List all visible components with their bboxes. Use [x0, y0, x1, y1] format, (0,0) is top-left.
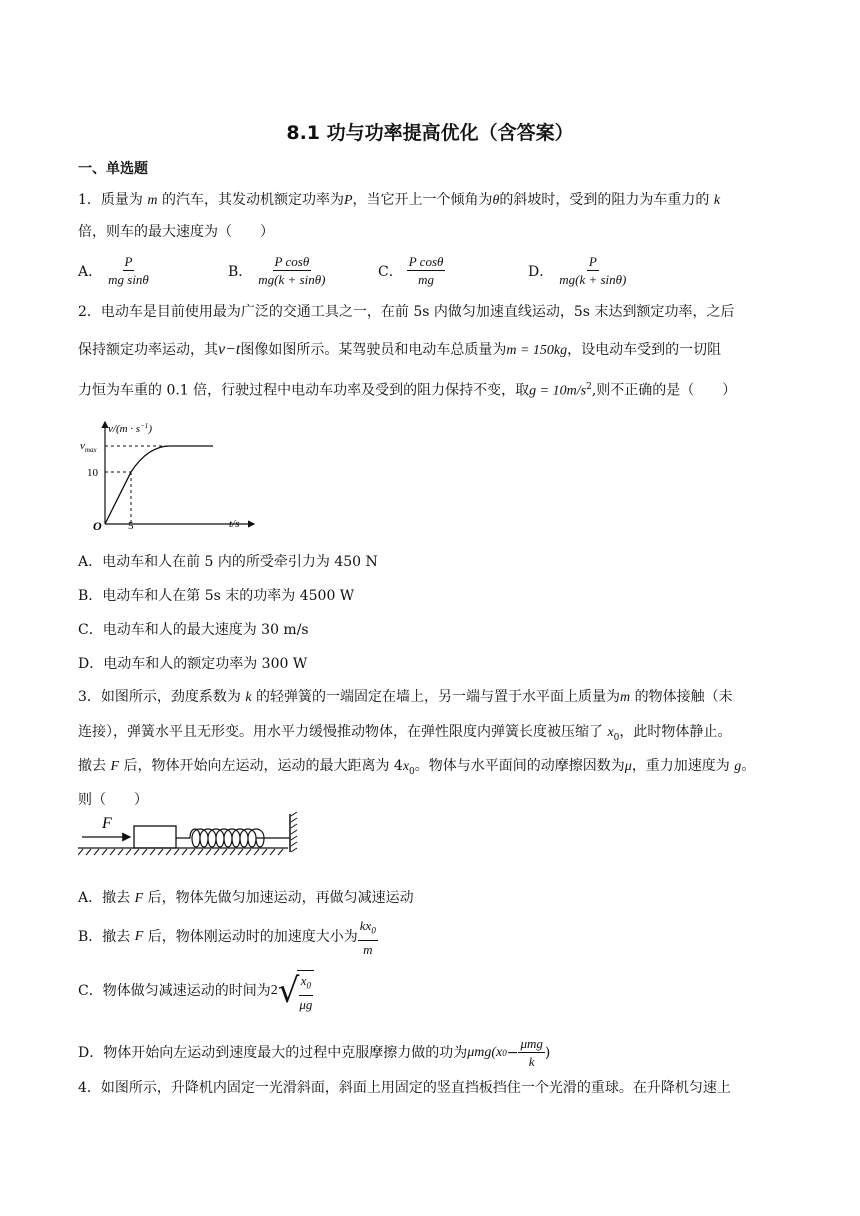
fraction — [518, 1036, 544, 1069]
q3-sub: 0 — [409, 766, 415, 777]
q4-line-1: 4．如图所示，升降机内固定一光滑斜面，斜面上用固定的竖直挡板挡住一个光滑的重球。在升降机匀速上 — [78, 1080, 731, 1096]
q3-sub: 0 — [502, 1047, 507, 1058]
q3-var-f: F — [134, 929, 144, 945]
numerator: $x_0$ — [299, 973, 313, 996]
option-label: B． — [228, 263, 253, 280]
q3-text: 连接），弹簧水平且无形变。用水平力缓慢推动物体，在弹性限度内弹簧长度被压缩了 — [78, 724, 603, 740]
q1-option-b[interactable] — [228, 254, 327, 287]
q2-text: ,则不正确的是（ ） — [591, 382, 737, 399]
q1-option-a[interactable] — [78, 254, 151, 287]
q3-var-g: g — [734, 759, 742, 774]
block — [134, 826, 176, 848]
denominator: μg — [299, 996, 313, 1012]
spring-figure — [78, 812, 300, 856]
expr: − — [506, 1044, 519, 1061]
q3-text: 。 — [741, 758, 756, 774]
expr: μmg(x — [467, 1044, 503, 1060]
q3-text: A．撤去 — [78, 890, 131, 906]
graph-vmax: $v_{max}$ — [80, 440, 97, 454]
graph-origin: O — [93, 519, 102, 533]
q2-mass: m = 150kg — [506, 343, 568, 358]
q3-text: B．撤去 — [78, 929, 131, 946]
q3-var-mu: μ — [624, 759, 632, 774]
q3-var-k: k — [245, 690, 252, 705]
q3-line-4: 则（ ） — [78, 792, 148, 808]
fraction — [256, 254, 327, 287]
q1-var-theta: θ — [492, 193, 500, 208]
q3-text: 3．如图所示，劲度系数为 — [78, 689, 241, 705]
q2-vt: v−t — [218, 341, 241, 358]
numerator: $kx_0$ — [358, 918, 378, 941]
force-label: F — [102, 815, 112, 832]
q2-option-c[interactable]: C．电动车和人的最大速度为 30 m/s — [78, 622, 309, 638]
q2-text: ，设电动车受到的一切阻 — [567, 342, 722, 358]
q3-text: 后，物体刚运动时的加速度大小为 — [147, 929, 358, 946]
q1-option-c[interactable] — [378, 254, 445, 287]
velocity-curve — [105, 446, 213, 524]
q3-text: D．物体开始向左运动到速度最大的过程中克服摩擦力做的功为 — [78, 1044, 468, 1061]
fraction — [407, 254, 446, 287]
q3-var-m: m — [620, 690, 631, 705]
graph-tick-10: 10 — [87, 467, 98, 479]
q3-option-d[interactable] — [78, 1036, 550, 1069]
q3-text: ，此时物体静止。 — [619, 724, 732, 740]
q2-text: 保持额定功率运动，其 — [78, 342, 218, 358]
q3-text: 的物体接触（未 — [634, 689, 733, 705]
q2-line-1: 2．电动车是目前使用最为广泛的交通工具之一，在前 5s 内做匀加速直线运动，5s 末达到额定功率，之后 — [78, 304, 735, 320]
numerator: μmg — [520, 1036, 543, 1051]
page-title: 8.1 功与功率提高优化（含答案） — [286, 122, 574, 144]
numerator: P — [588, 254, 597, 269]
q2-gravity: g = 10m/s — [529, 383, 587, 399]
denominator: mg sinθ — [108, 272, 149, 287]
q2-line-3 — [78, 378, 736, 401]
q1-text: 的汽车，其发动机额定功率为 — [161, 192, 344, 208]
q2-option-a[interactable]: A．电动车和人在前 5 内的所受牵引力为 450 N — [78, 554, 378, 570]
q3-text: ，重力加速度为 — [631, 758, 730, 774]
expr: ) — [544, 1044, 551, 1061]
q3-var-f: F — [134, 891, 144, 906]
graph-ylabel: $v/(m \cdot s^{-1})$ — [108, 422, 152, 435]
q3-var-x0: x — [607, 725, 614, 740]
q2-sup: 2 — [586, 382, 592, 392]
q2-text: 图像如图所示。某驾驶员和电动车总质量为 — [240, 342, 507, 358]
q2-option-d[interactable]: D．电动车和人的额定功率为 300 W — [78, 656, 308, 672]
q1-text: 的斜坡时，受到的阻力为车重力的 — [499, 192, 710, 208]
sqrt-sign: √ — [277, 970, 300, 1011]
q1-var-p: P — [343, 193, 353, 208]
q3-text: 后，物体开始向左运动，运动的最大距离为 4 — [123, 758, 403, 774]
vt-graph — [78, 412, 258, 534]
q2-line-2 — [78, 341, 721, 360]
q1-line-2: 倍，则车的最大速度为（ ） — [78, 224, 274, 240]
q3-text: 的轻弹簧的一端固定在墙上，另一端与置于水平面上质量为 — [256, 689, 621, 705]
q1-line-1 — [78, 191, 720, 210]
fraction — [106, 254, 151, 287]
fraction — [297, 970, 314, 1012]
option-label: D． — [528, 263, 554, 280]
denominator: mg(k + sinθ) — [258, 272, 326, 287]
graph-xlabel: t/s — [229, 518, 240, 530]
spring — [176, 829, 290, 847]
section-heading: 一、单选题 — [78, 161, 148, 177]
q1-option-d[interactable] — [528, 254, 628, 287]
q3-var-f: F — [110, 759, 120, 774]
q3-option-b[interactable] — [78, 918, 378, 957]
q1-text: 1．质量为 — [78, 192, 143, 208]
q2-option-b[interactable]: B．电动车和人在第 5s 末的功率为 4500 W — [78, 588, 355, 604]
q3-line-1 — [78, 688, 733, 707]
q3-var-x0: x — [402, 759, 410, 774]
q3-sub: 0 — [613, 732, 620, 743]
numerator: P — [124, 254, 133, 269]
q3-line-2 — [78, 723, 731, 747]
q1-var-k: k — [713, 193, 721, 208]
denominator: k — [528, 1054, 535, 1069]
fraction — [358, 918, 378, 957]
q3-line-3 — [78, 757, 755, 781]
q1-text: ，当它开上一个倾角为 — [352, 192, 493, 208]
numerator: P cosθ — [408, 254, 444, 269]
q3-text: 后，物体先做匀加速运动，再做匀减速运动 — [147, 890, 414, 906]
numerator: P cosθ — [274, 254, 310, 269]
option-label: A． — [78, 263, 103, 280]
fraction — [557, 254, 628, 287]
denominator: mg — [418, 272, 434, 287]
q3-text: 撤去 — [78, 758, 106, 774]
q2-text: 力恒为车重的 0.1 倍，行驶过程中电动车功率及受到的阻力保持不变，取 — [78, 382, 530, 399]
option-label: C． — [378, 263, 403, 280]
q3-option-c[interactable] — [78, 970, 314, 1012]
denominator: mg(k + sinθ) — [559, 272, 627, 287]
coefficient: 2 — [270, 982, 278, 998]
q3-text: 。物体与水平面间的动摩擦因数为 — [414, 758, 625, 774]
ground-hatch — [78, 849, 283, 855]
denominator: m — [363, 941, 373, 957]
q3-text: C．物体做匀减速运动的时间为 — [78, 982, 271, 999]
q1-var-m: m — [147, 193, 158, 208]
wall-hatch — [291, 812, 297, 852]
graph-tick-5: 5 — [128, 520, 134, 532]
q3-option-a[interactable] — [78, 889, 414, 908]
